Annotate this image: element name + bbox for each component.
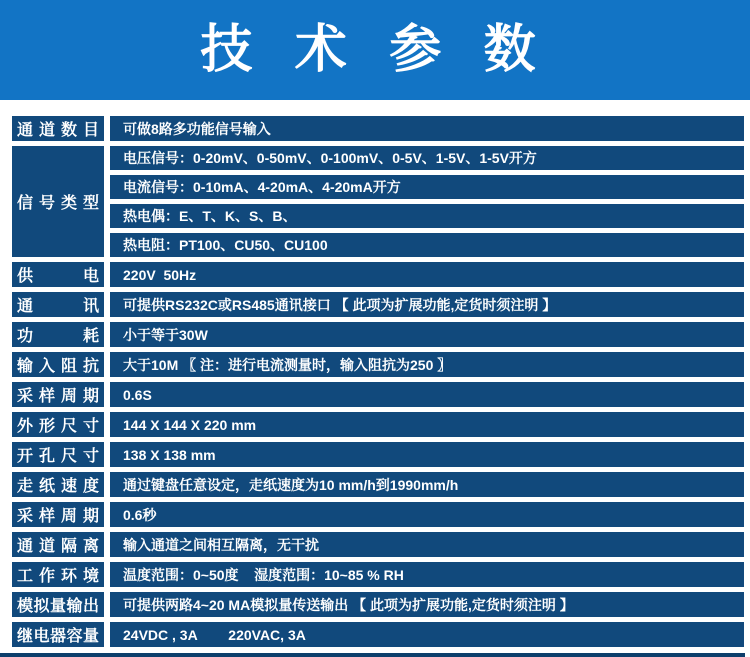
spec-value-cell xyxy=(110,322,744,347)
spec-value-text: 138 X 138 mm xyxy=(123,446,216,463)
spec-label-text: 采样周期 xyxy=(17,388,99,405)
spec-value-cell xyxy=(110,532,744,557)
table-row xyxy=(12,352,744,377)
spec-value-text: 小于等于30W xyxy=(123,326,208,343)
spec-value-text: 可提供两路4~20 MA模拟量传送输出 【 此项为扩展功能,定货时须注明 】 xyxy=(123,596,574,613)
spec-label-cell xyxy=(12,382,104,407)
spec-value-cell xyxy=(110,233,744,257)
table-row xyxy=(12,175,744,199)
spec-value-cell xyxy=(110,352,744,377)
table-row xyxy=(12,442,744,467)
table-row xyxy=(12,502,744,527)
table-row xyxy=(12,472,744,497)
spec-label-cell xyxy=(12,442,104,467)
spec-label-cell xyxy=(12,532,104,557)
table-row xyxy=(12,382,744,407)
spec-value-cell xyxy=(110,622,744,647)
table-row xyxy=(12,412,744,437)
spec-label-cell xyxy=(12,502,104,527)
page-title: 技 术 参 数 xyxy=(200,21,550,79)
spec-label-cell xyxy=(12,352,104,377)
spec-value-text: 可做8路多功能信号输入 xyxy=(123,120,271,137)
spec-table-body xyxy=(12,116,744,647)
spec-label-text: 模拟量输出 xyxy=(17,598,99,615)
table-row xyxy=(12,322,744,347)
table-row xyxy=(12,233,744,257)
spec-value-cell xyxy=(110,116,744,141)
spec-value-cell xyxy=(110,204,744,228)
spec-value-text: 电流信号：0-10mA、4-20mA、4-20mA开方 xyxy=(123,179,401,195)
spec-table xyxy=(6,111,750,652)
spec-value-cell xyxy=(110,175,744,199)
spec-label-cell xyxy=(12,116,104,141)
spec-label-text: 采样周期 xyxy=(17,508,99,525)
spec-value-text: 温度范围：0~50度 湿度范围：10~85 % RH xyxy=(123,566,404,583)
spec-label-cell xyxy=(12,262,104,287)
bottom-divider-bar xyxy=(0,653,745,657)
spec-value-cell xyxy=(110,592,744,617)
spec-value-cell xyxy=(110,262,744,287)
spec-label-text: 通道隔离 xyxy=(17,538,99,555)
spec-label-cell xyxy=(12,146,104,257)
spec-value-text: 热电阻：PT100、CU50、CU100 xyxy=(123,237,328,253)
spec-value-text: 24VDC , 3A 220VAC, 3A xyxy=(123,626,306,643)
spec-label-text: 工作环境 xyxy=(17,568,99,585)
table-row xyxy=(12,204,744,228)
spec-label-cell xyxy=(12,472,104,497)
spec-label-text: 开孔尺寸 xyxy=(17,448,99,465)
spec-value-cell xyxy=(110,412,744,437)
spec-label-text: 信号类型 xyxy=(17,195,99,212)
table-row xyxy=(12,262,744,287)
table-row xyxy=(12,532,744,557)
spec-label-cell xyxy=(12,292,104,317)
spec-value-text: 大于10M 〖 注：进行电流测量时，输入阻抗为250 〗 xyxy=(123,356,452,373)
spec-value-cell xyxy=(110,472,744,497)
table-row xyxy=(12,116,744,141)
spec-label-text: 继电器容量 xyxy=(17,628,99,645)
table-row xyxy=(12,592,744,617)
spec-label-text: 功 耗 xyxy=(17,328,99,345)
spec-value-text: 热电偶：E、T、K、S、B、 xyxy=(123,208,297,224)
spec-value-text: 输入通道之间相互隔离，无干扰 xyxy=(123,536,319,553)
spec-label-cell xyxy=(12,562,104,587)
spec-value-cell xyxy=(110,292,744,317)
spec-label-text: 外形尺寸 xyxy=(17,418,99,435)
spec-value-text: 通过键盘任意设定，走纸速度为10 mm/h到1990mm/h xyxy=(123,476,459,493)
spec-label-text: 供 电 xyxy=(17,268,99,285)
title-banner xyxy=(0,0,750,100)
spec-label-cell xyxy=(12,412,104,437)
spec-value-text: 电压信号：0-20mV、0-50mV、0-100mV、0-5V、1-5V、1-5V开方 xyxy=(123,150,537,166)
table-row xyxy=(12,562,744,587)
spec-value-text: 可提供RS232C或RS485通讯接口 【 此项为扩展功能,定货时须注明 】 xyxy=(123,296,557,313)
spec-label-text: 走纸速度 xyxy=(17,478,99,495)
spec-label-text: 输入阻抗 xyxy=(17,358,99,375)
spec-label-cell xyxy=(12,592,104,617)
spec-label-text: 通 讯 xyxy=(17,298,99,315)
spec-label-cell xyxy=(12,622,104,647)
spec-value-cell xyxy=(110,382,744,407)
spec-value-cell xyxy=(110,146,744,170)
table-row xyxy=(12,292,744,317)
spec-label-cell xyxy=(12,322,104,347)
table-row xyxy=(12,622,744,647)
spec-value-text: 220V 50Hz xyxy=(123,266,197,283)
table-row xyxy=(12,146,744,170)
spec-value-cell xyxy=(110,502,744,527)
spec-value-text: 0.6S xyxy=(123,386,152,403)
spec-label-text: 通道数目 xyxy=(17,122,99,139)
spec-value-text: 0.6秒 xyxy=(123,506,157,523)
spec-value-cell xyxy=(110,442,744,467)
spec-value-cell xyxy=(110,562,744,587)
spec-value-text: 144 X 144 X 220 mm xyxy=(123,416,257,433)
